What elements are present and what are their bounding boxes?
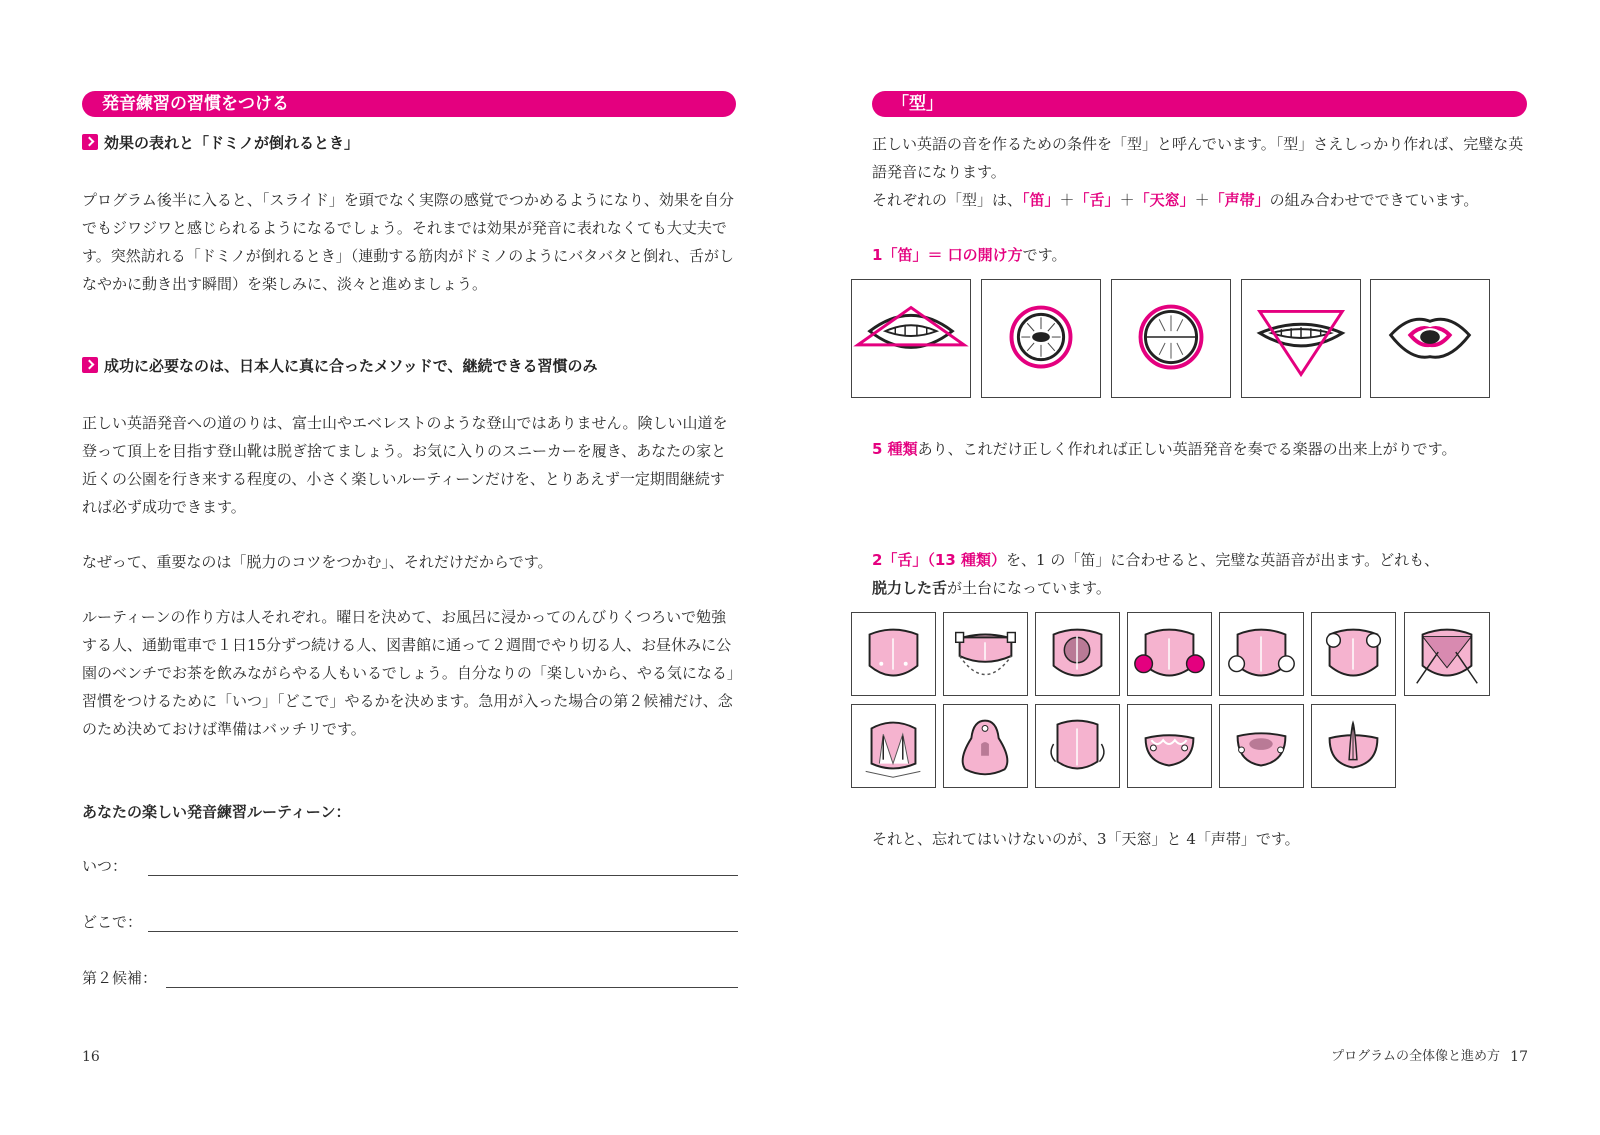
routine-where-row [82, 908, 738, 936]
fue-heading-post: です。 [1022, 246, 1067, 264]
chevron-right-icon [82, 134, 98, 150]
routine-when-blank[interactable] [148, 875, 738, 876]
intro-paragraph [872, 130, 1532, 214]
tongue-shape-10 [1035, 704, 1120, 788]
subheading-effect-text: 効果の表れと「ドミノが倒れるとき」 [104, 134, 360, 152]
fue-heading [872, 241, 1532, 269]
page-number-right: 17 [1510, 1049, 1528, 1065]
subheading-success [82, 356, 598, 376]
routine-where-label: どこで： [82, 913, 143, 931]
fue-heading-num: 1 [872, 246, 883, 264]
intro-plus-3: ＋ [1194, 191, 1210, 209]
fue-note-term: 5 種類 [872, 440, 918, 458]
routine-backup-label: 第２候補： [82, 969, 158, 987]
intro-term-seitai: 「声帯」 [1209, 191, 1270, 209]
closing-line: それと、忘れてはいけないのが、3「天窓」と 4「声帯」です。 [872, 830, 1300, 848]
tongue-shape-11 [1127, 704, 1212, 788]
fue-note-post: あり、これだけ正しく作れれば正しい英語発音を奏でる楽器の出来上がりです。 [917, 440, 1457, 458]
chevron-right-icon [82, 357, 98, 373]
tongue-shape-13 [1311, 704, 1396, 788]
mouth-shape-circle-small [981, 279, 1101, 398]
fue-heading-term: 「笛」＝ 口の開け方 [882, 246, 1023, 264]
right-page [800, 0, 1600, 1135]
shita-heading-term: 2「舌」（13 種類） [872, 551, 1007, 569]
tongue-shape-8 [851, 704, 936, 788]
tongue-shape-3 [1035, 612, 1120, 696]
intro-line1: 正しい英語の音を作るための条件を「型」と呼んでいます。「型」さえしっかり作れば、完璧な英語発音になります。 [872, 135, 1524, 181]
shita-heading [872, 546, 1532, 602]
tongue-shape-5 [1219, 612, 1304, 696]
tongue-shape-1 [851, 612, 936, 696]
routine-when-label: いつ： [82, 857, 128, 875]
intro-plus-2: ＋ [1119, 191, 1135, 209]
paragraph-path: 正しい英語発音への道のりは、富士山やエベレストのような登山ではありません。険しい山道を登って頂上を目指す登山靴は脱ぎ捨てましょう。お気に入りのスニーカーを履き、あなたの家と近くの公園を行き来する程度の、小さく楽しいルーティーンだけを、とりあえず一定期間継続すれば必ず成功できます。 [82, 414, 728, 516]
section-banner-habit: 発音練習の習慣をつける [82, 91, 736, 117]
mouth-shape-circle-large [1111, 279, 1231, 398]
subheading-effect [82, 133, 359, 153]
shita-heading-bold: 脱力した舌 [872, 579, 948, 597]
shita-heading-post: を、1 の「笛」に合わせると、完璧な英語音が出ます。どれも、 [1006, 551, 1440, 569]
mouth-shape-rounded-lips [1370, 279, 1490, 398]
routine-where-blank[interactable] [148, 931, 738, 932]
section-banner-kata: 「型」 [872, 91, 1527, 117]
intro-term-shita: 「舌」 [1074, 191, 1120, 209]
mouth-shape-triangle-wide [851, 279, 971, 398]
intro-term-tenmado: 「天窓」 [1134, 191, 1195, 209]
paragraph-effect: プログラム後半に入ると、「スライド」を頭でなく実際の感覚でつかめるようになり、効果を自分でもジワジワと感じられるようになるでしょう。それまでは効果が発音に表れなくても大丈夫です。突然訪れる「ドミノが倒れるとき」（連動する筋肉がドミノのようにバタバタと倒れ、舌がしなやかに動き出す瞬間）を楽しみに、淡々と進めましょう。 [82, 191, 735, 293]
tongue-shape-12 [1219, 704, 1304, 788]
running-head: プログラムの全体像と進め方 [1331, 1049, 1500, 1064]
page-number-left: 16 [82, 1049, 100, 1065]
shita-heading-post2: が土台になっています。 [947, 579, 1111, 597]
tongue-shape-7 [1404, 612, 1490, 696]
mouth-shape-inverted-triangle [1241, 279, 1361, 398]
fue-note [872, 435, 1532, 463]
tongue-shape-9 [943, 704, 1028, 788]
intro-line2-post: の組み合わせでできています。 [1269, 191, 1479, 209]
tongue-shape-6 [1311, 612, 1396, 696]
intro-line2-pre: それぞれの「型」は、 [872, 191, 1023, 209]
tongue-shape-2 [943, 612, 1028, 696]
intro-term-fue: 「笛」 [1022, 191, 1060, 209]
paragraph-why: なぜって、重要なのは「脱力のコツをつかむ」、それだけだからです。 [82, 553, 553, 571]
routine-backup-blank[interactable] [166, 987, 738, 988]
routine-backup-row [82, 964, 738, 992]
routine-heading: あなたの楽しい発音練習ルーティーン： [82, 803, 351, 821]
subheading-success-text: 成功に必要なのは、日本人に真に合ったメソッドで、継続できる習慣のみ [104, 357, 598, 375]
tongue-shape-4 [1127, 612, 1212, 696]
intro-plus-1: ＋ [1059, 191, 1075, 209]
paragraph-routine: ルーティーンの作り方は人それぞれ。曜日を決めて、お風呂に浸かってのんびりくつろいで勉強する人、通勤電車で１日15分ずつ続ける人、図書館に通って２週間でやり切る人、お昼休みに公園のベンチでお茶を飲みながらやる人もいるでしょう。自分なりの「楽しいから、やる気になる」習慣をつけるために「いつ」「どこで」やるかを決めます。急用が入った場合の第２候補だけ、念のため決めておけば準備はバッチリです。 [82, 608, 735, 738]
routine-when-row [82, 852, 738, 880]
